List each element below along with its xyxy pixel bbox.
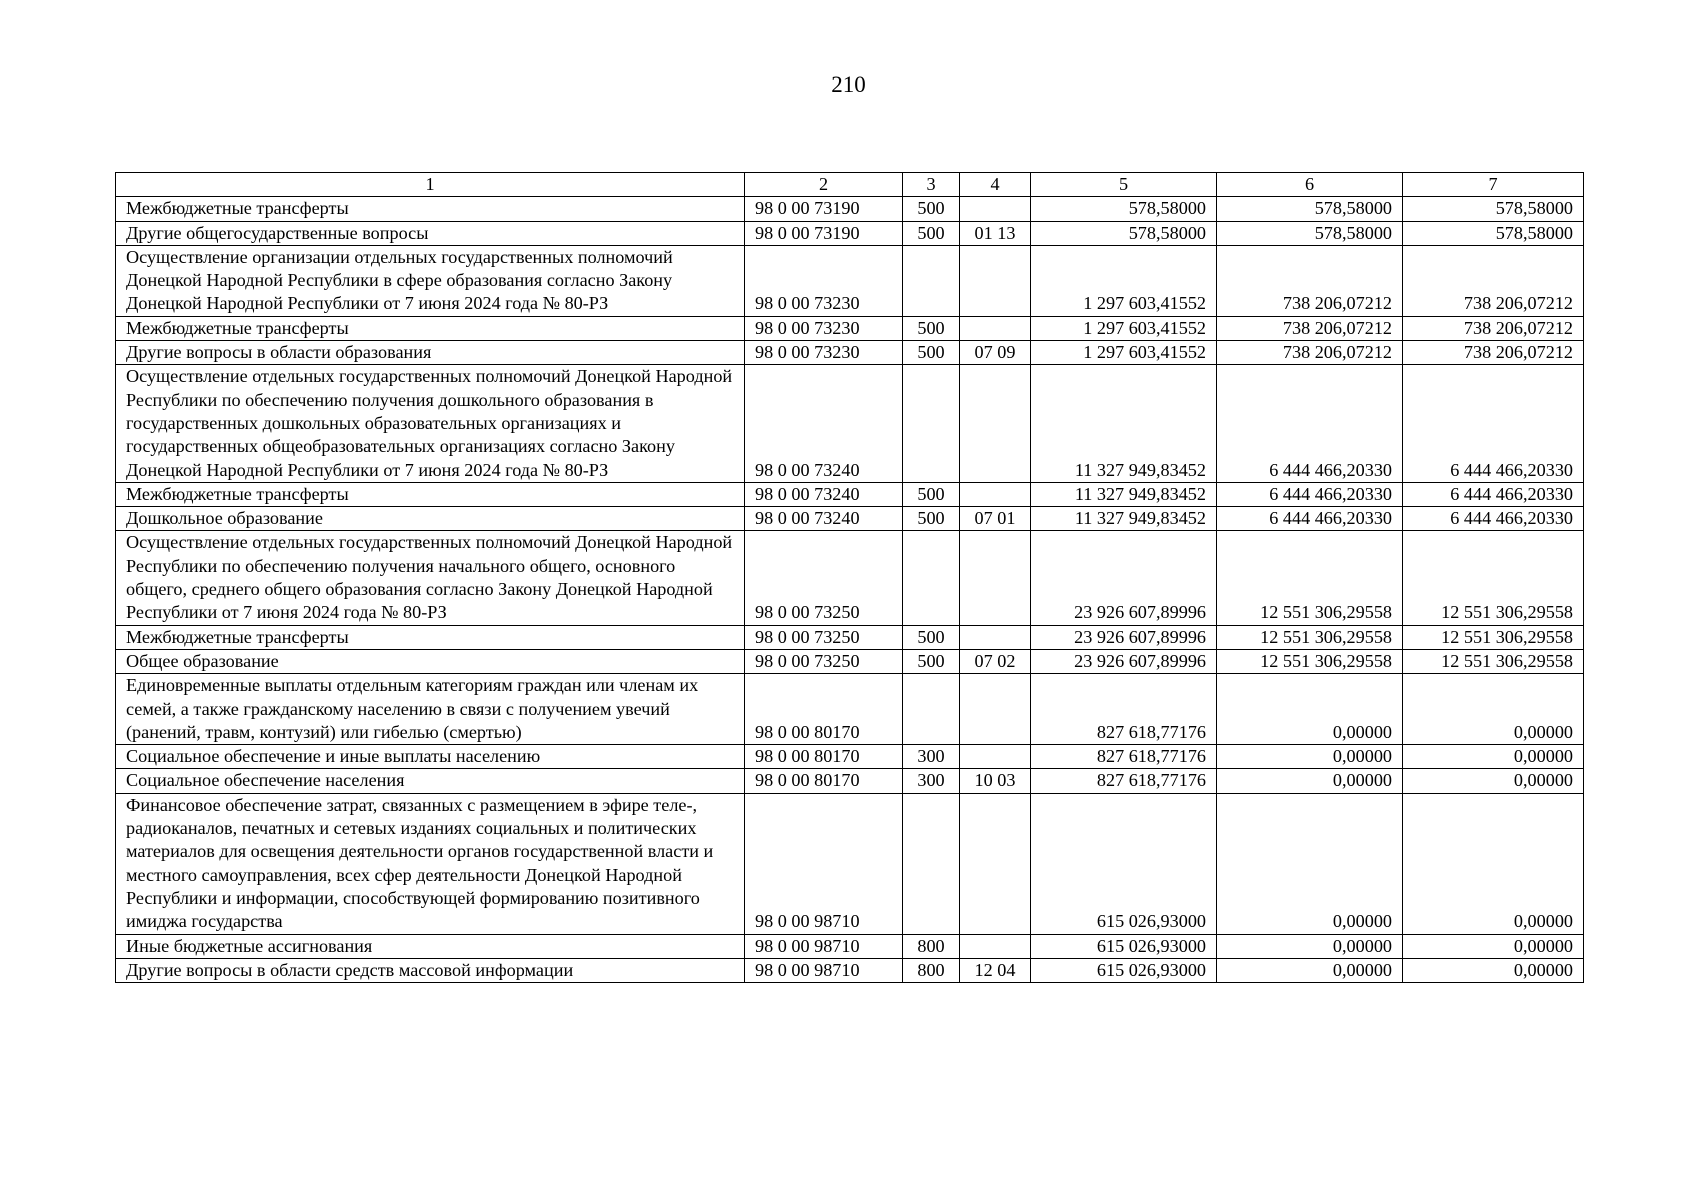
column-header: 1 [116,173,745,197]
section-code-cell [960,197,1031,221]
table-row [116,197,1584,221]
amount-col5-cell: 615 026,93000 [1031,934,1217,958]
amount-col6-cell: 0,00000 [1217,934,1403,958]
section-code-cell [960,625,1031,649]
row-name-cell: Другие вопросы в области средств массовой информации [116,958,745,982]
expense-type-cell [903,674,960,745]
amount-col7-cell: 12 551 306,29558 [1403,625,1584,649]
row-name-cell: Социальное обеспечение и иные выплаты населению [116,745,745,769]
table-row [116,245,1584,316]
row-name-cell: Единовременные выплаты отдельным категориям граждан или членам их семей, а также гражданскому населению в связи с получением увечий (ранений, травм, контузий) или гибелью (смертью) [116,674,745,745]
section-code-cell [960,245,1031,316]
amount-col7-cell: 12 551 306,29558 [1403,531,1584,625]
table-header-row [116,173,1584,197]
amount-col6-cell: 12 551 306,29558 [1217,531,1403,625]
amount-col6-cell: 6 444 466,20330 [1217,507,1403,531]
target-article-cell: 98 0 00 80170 [745,769,903,793]
row-name-cell: Межбюджетные трансферты [116,197,745,221]
table-row [116,531,1584,625]
amount-col6-cell: 12 551 306,29558 [1217,649,1403,673]
amount-col7-cell: 578,58000 [1403,197,1584,221]
amount-col7-cell: 0,00000 [1403,769,1584,793]
section-code-cell [960,531,1031,625]
amount-col7-cell: 738 206,07212 [1403,341,1584,365]
page-number: 210 [831,72,866,97]
expense-type-cell: 500 [903,507,960,531]
table-row [116,649,1584,673]
column-header: 6 [1217,173,1403,197]
target-article-cell: 98 0 00 73240 [745,365,903,482]
section-code-cell [960,674,1031,745]
expense-type-cell [903,793,960,934]
target-article-cell: 98 0 00 73190 [745,197,903,221]
column-header: 7 [1403,173,1584,197]
target-article-cell: 98 0 00 98710 [745,934,903,958]
amount-col6-cell: 578,58000 [1217,221,1403,245]
column-header: 3 [903,173,960,197]
amount-col6-cell: 738 206,07212 [1217,316,1403,340]
table-row [116,674,1584,745]
section-code-cell [960,365,1031,482]
expense-type-cell: 300 [903,745,960,769]
amount-col7-cell: 0,00000 [1403,958,1584,982]
expense-type-cell: 800 [903,958,960,982]
amount-col6-cell: 6 444 466,20330 [1217,482,1403,506]
row-name-cell: Межбюджетные трансферты [116,482,745,506]
amount-col5-cell: 1 297 603,41552 [1031,245,1217,316]
section-code-cell: 01 13 [960,221,1031,245]
row-name-cell: Другие вопросы в области образования [116,341,745,365]
expense-type-cell: 500 [903,625,960,649]
table-row [116,745,1584,769]
amount-col6-cell: 0,00000 [1217,745,1403,769]
row-name-cell: Социальное обеспечение населения [116,769,745,793]
table-row [116,625,1584,649]
row-name-cell: Осуществление отдельных государственных полномочий Донецкой Народной Республики по обеспечению получения начального общего, основного общего, среднего общего образования согласно Закону Донецкой Народной Республики от 7 июня 2024 года № 80-РЗ [116,531,745,625]
target-article-cell: 98 0 00 73190 [745,221,903,245]
amount-col6-cell: 738 206,07212 [1217,341,1403,365]
expense-type-cell [903,245,960,316]
amount-col6-cell: 578,58000 [1217,197,1403,221]
table-row [116,934,1584,958]
section-code-cell [960,793,1031,934]
target-article-cell: 98 0 00 73250 [745,625,903,649]
amount-col7-cell: 0,00000 [1403,934,1584,958]
section-code-cell [960,316,1031,340]
section-code-cell: 12 04 [960,958,1031,982]
target-article-cell: 98 0 00 98710 [745,793,903,934]
section-code-cell: 07 09 [960,341,1031,365]
table-row [116,793,1584,934]
section-code-cell [960,934,1031,958]
target-article-cell: 98 0 00 80170 [745,745,903,769]
amount-col5-cell: 1 297 603,41552 [1031,341,1217,365]
amount-col5-cell: 578,58000 [1031,197,1217,221]
section-code-cell [960,745,1031,769]
amount-col5-cell: 1 297 603,41552 [1031,316,1217,340]
amount-col6-cell: 0,00000 [1217,769,1403,793]
target-article-cell: 98 0 00 98710 [745,958,903,982]
amount-col5-cell: 11 327 949,83452 [1031,365,1217,482]
amount-col6-cell: 0,00000 [1217,793,1403,934]
amount-col5-cell: 11 327 949,83452 [1031,482,1217,506]
column-header: 5 [1031,173,1217,197]
amount-col7-cell: 0,00000 [1403,674,1584,745]
amount-col5-cell: 615 026,93000 [1031,958,1217,982]
amount-col7-cell: 578,58000 [1403,221,1584,245]
amount-col5-cell: 827 618,77176 [1031,769,1217,793]
amount-col6-cell: 12 551 306,29558 [1217,625,1403,649]
expense-type-cell [903,365,960,482]
expense-type-cell: 500 [903,482,960,506]
amount-col7-cell: 6 444 466,20330 [1403,365,1584,482]
amount-col7-cell: 0,00000 [1403,793,1584,934]
row-name-cell: Осуществление организации отдельных государственных полномочий Донецкой Народной Республики в сфере образования согласно Закону Донецкой Народной Республики от 7 июня 2024 года № 80-РЗ [116,245,745,316]
row-name-cell: Другие общегосударственные вопросы [116,221,745,245]
expense-type-cell: 500 [903,649,960,673]
amount-col5-cell: 23 926 607,89996 [1031,649,1217,673]
table-row [116,316,1584,340]
budget-table [115,172,1584,983]
amount-col6-cell: 738 206,07212 [1217,245,1403,316]
expense-type-cell [903,531,960,625]
expense-type-cell: 500 [903,221,960,245]
table-row [116,958,1584,982]
target-article-cell: 98 0 00 73230 [745,316,903,340]
section-code-cell: 07 02 [960,649,1031,673]
amount-col5-cell: 827 618,77176 [1031,745,1217,769]
expense-type-cell: 800 [903,934,960,958]
row-name-cell: Финансовое обеспечение затрат, связанных с размещением в эфире теле-, радиоканалов, печатных и сетевых изданиях социальных и политических материалов для освещения деятельности органов государственной власти и местного самоуправления, всех сфер деятельности Донецкой Народной Республики и информации, способствующей формированию позитивного имиджа государства [116,793,745,934]
target-article-cell: 98 0 00 80170 [745,674,903,745]
table-body [116,197,1584,983]
target-article-cell: 98 0 00 73250 [745,649,903,673]
amount-col7-cell: 6 444 466,20330 [1403,482,1584,506]
row-name-cell: Межбюджетные трансферты [116,316,745,340]
amount-col7-cell: 12 551 306,29558 [1403,649,1584,673]
amount-col7-cell: 6 444 466,20330 [1403,507,1584,531]
table-row [116,769,1584,793]
target-article-cell: 98 0 00 73230 [745,341,903,365]
row-name-cell: Дошкольное образование [116,507,745,531]
expense-type-cell: 300 [903,769,960,793]
amount-col6-cell: 6 444 466,20330 [1217,365,1403,482]
section-code-cell: 07 01 [960,507,1031,531]
target-article-cell: 98 0 00 73240 [745,507,903,531]
row-name-cell: Иные бюджетные ассигнования [116,934,745,958]
amount-col5-cell: 11 327 949,83452 [1031,507,1217,531]
row-name-cell: Общее образование [116,649,745,673]
table-row [116,365,1584,482]
section-code-cell: 10 03 [960,769,1031,793]
amount-col5-cell: 23 926 607,89996 [1031,531,1217,625]
expense-type-cell: 500 [903,316,960,340]
target-article-cell: 98 0 00 73250 [745,531,903,625]
target-article-cell: 98 0 00 73240 [745,482,903,506]
section-code-cell [960,482,1031,506]
amount-col5-cell: 827 618,77176 [1031,674,1217,745]
amount-col7-cell: 738 206,07212 [1403,245,1584,316]
row-name-cell: Межбюджетные трансферты [116,625,745,649]
amount-col5-cell: 23 926 607,89996 [1031,625,1217,649]
amount-col6-cell: 0,00000 [1217,674,1403,745]
expense-type-cell: 500 [903,341,960,365]
amount-col7-cell: 738 206,07212 [1403,316,1584,340]
column-header: 4 [960,173,1031,197]
amount-col7-cell: 0,00000 [1403,745,1584,769]
row-name-cell: Осуществление отдельных государственных полномочий Донецкой Народной Республики по обеспечению получения дошкольного образования в государственных дошкольных образовательных организациях и государственных общеобразовательных организациях согласно Закону Донецкой Народной Республики от 7 июня 2024 года № 80-РЗ [116,365,745,482]
amount-col6-cell: 0,00000 [1217,958,1403,982]
amount-col5-cell: 615 026,93000 [1031,793,1217,934]
table-row [116,221,1584,245]
amount-col5-cell: 578,58000 [1031,221,1217,245]
table-row [116,482,1584,506]
expense-type-cell: 500 [903,197,960,221]
table-row [116,341,1584,365]
target-article-cell: 98 0 00 73230 [745,245,903,316]
column-header: 2 [745,173,903,197]
table-row [116,507,1584,531]
